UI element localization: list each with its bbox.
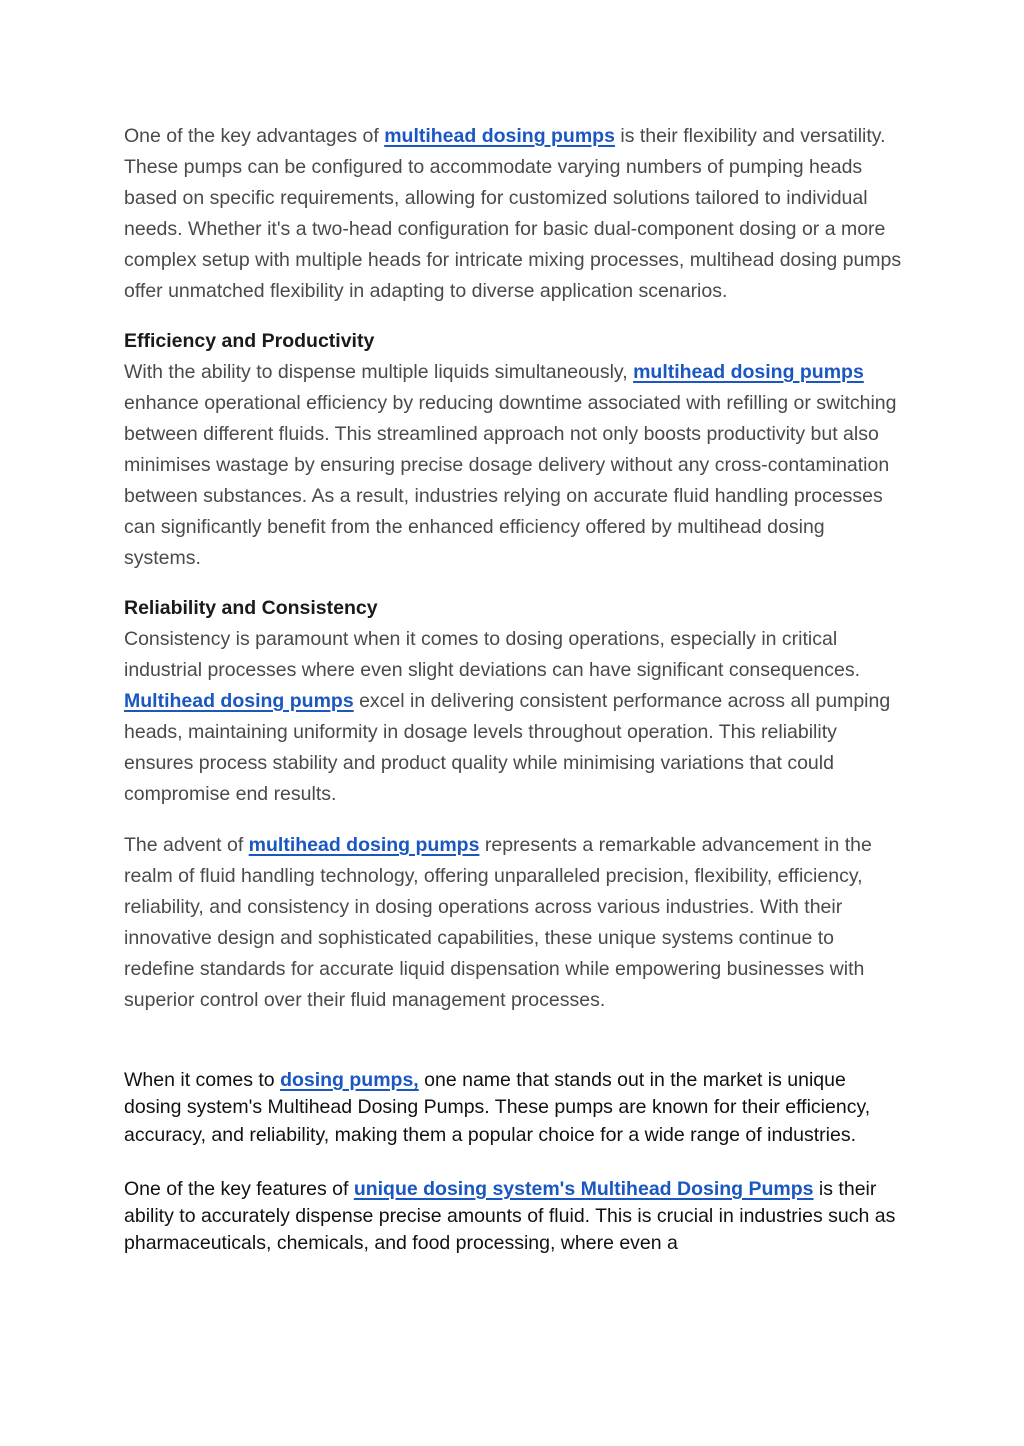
paragraph-reliability <box>124 624 904 810</box>
paragraph-text: one name that stands out in the market is unique dosing system's Multihead Dosing Pumps. These pumps are known for their efficiency, accuracy, and reliability, making them a popular choice for a wide range of industries. <box>124 1069 871 1146</box>
paragraph-text: One of the key advantages of <box>124 125 385 147</box>
paragraph-text: With the ability to dispense multiple liquids simultaneously, <box>124 361 634 383</box>
paragraph-text: When it comes to <box>124 1069 281 1091</box>
document-page <box>124 121 904 1258</box>
paragraph-efficiency <box>124 357 904 574</box>
paragraph-text: excel in delivering consistent performance across all pumping heads, maintaining uniformity in dosage levels throughout operation. This reliability ensures process stability and product quality while minimising variations that could compromise end results. <box>124 690 891 805</box>
multihead-dosing-pumps-link[interactable]: Multihead dosing pumps <box>124 690 354 712</box>
heading-efficiency: Efficiency and Productivity <box>124 330 375 352</box>
paragraph-text: represents a remarkable advancement in the realm of fluid handling technology, offering unparalleled precision, flexibility, efficiency, reliability, and consistency in dosing operations across various industries. With their innovative design and sophisticated capabilities, these unique systems continue to redefine standards for accurate liquid dispensation while empowering businesses with superior control over their fluid management processes. <box>124 834 872 1011</box>
heading-reliability: Reliability and Consistency <box>124 597 378 619</box>
unique-dosing-system-link[interactable]: unique dosing system's Multihead Dosing Pumps <box>353 1177 814 1200</box>
paragraph-text: is their ability to accurately dispense precise amounts of fluid. This is crucial in industries such as pharmaceuticals, chemicals, and food processing, where even a <box>124 1177 896 1255</box>
paragraph-text: Consistency is paramount when it comes to dosing operations, especially in critical industrial processes where even slight deviations can have significant consequences. <box>124 628 861 681</box>
paragraph-text: enhance operational efficiency by reducing downtime associated with refilling or switching between different fluids. This streamlined approach not only boosts productivity but also minimises wastage by ensuring precise dosage delivery without any cross-contamination between substances. As a result, industries relying on accurate fluid handling processes can significantly benefit from the enhanced efficiency offered by multihead dosing systems. <box>124 392 897 569</box>
multihead-dosing-pumps-link[interactable]: multihead dosing pumps <box>633 361 864 383</box>
multihead-dosing-pumps-link[interactable]: multihead dosing pumps <box>384 125 615 147</box>
paragraph-text: The advent of <box>124 834 249 856</box>
paragraph-flexibility <box>124 121 904 307</box>
paragraph-text: is their flexibility and versatility. These pumps can be configured to accommodate varying numbers of pumping heads based on specific requirements, allowing for customized solutions tailored to individual needs. Whether it's a two-head configuration for basic dual-component dosing or a more complex setup with multiple heads for intricate mixing processes, multihead dosing pumps offer unmatched flexibility in adapting to diverse application scenarios. <box>124 125 902 302</box>
multihead-dosing-pumps-link[interactable]: multihead dosing pumps <box>248 834 480 856</box>
paragraph-advent <box>124 830 904 1016</box>
paragraph-text: One of the key features of <box>124 1177 354 1200</box>
dosing-pumps-link[interactable]: dosing pumps, <box>280 1069 419 1091</box>
paragraph-dosing-pumps <box>124 1067 904 1149</box>
paragraph-key-features <box>124 1176 904 1258</box>
